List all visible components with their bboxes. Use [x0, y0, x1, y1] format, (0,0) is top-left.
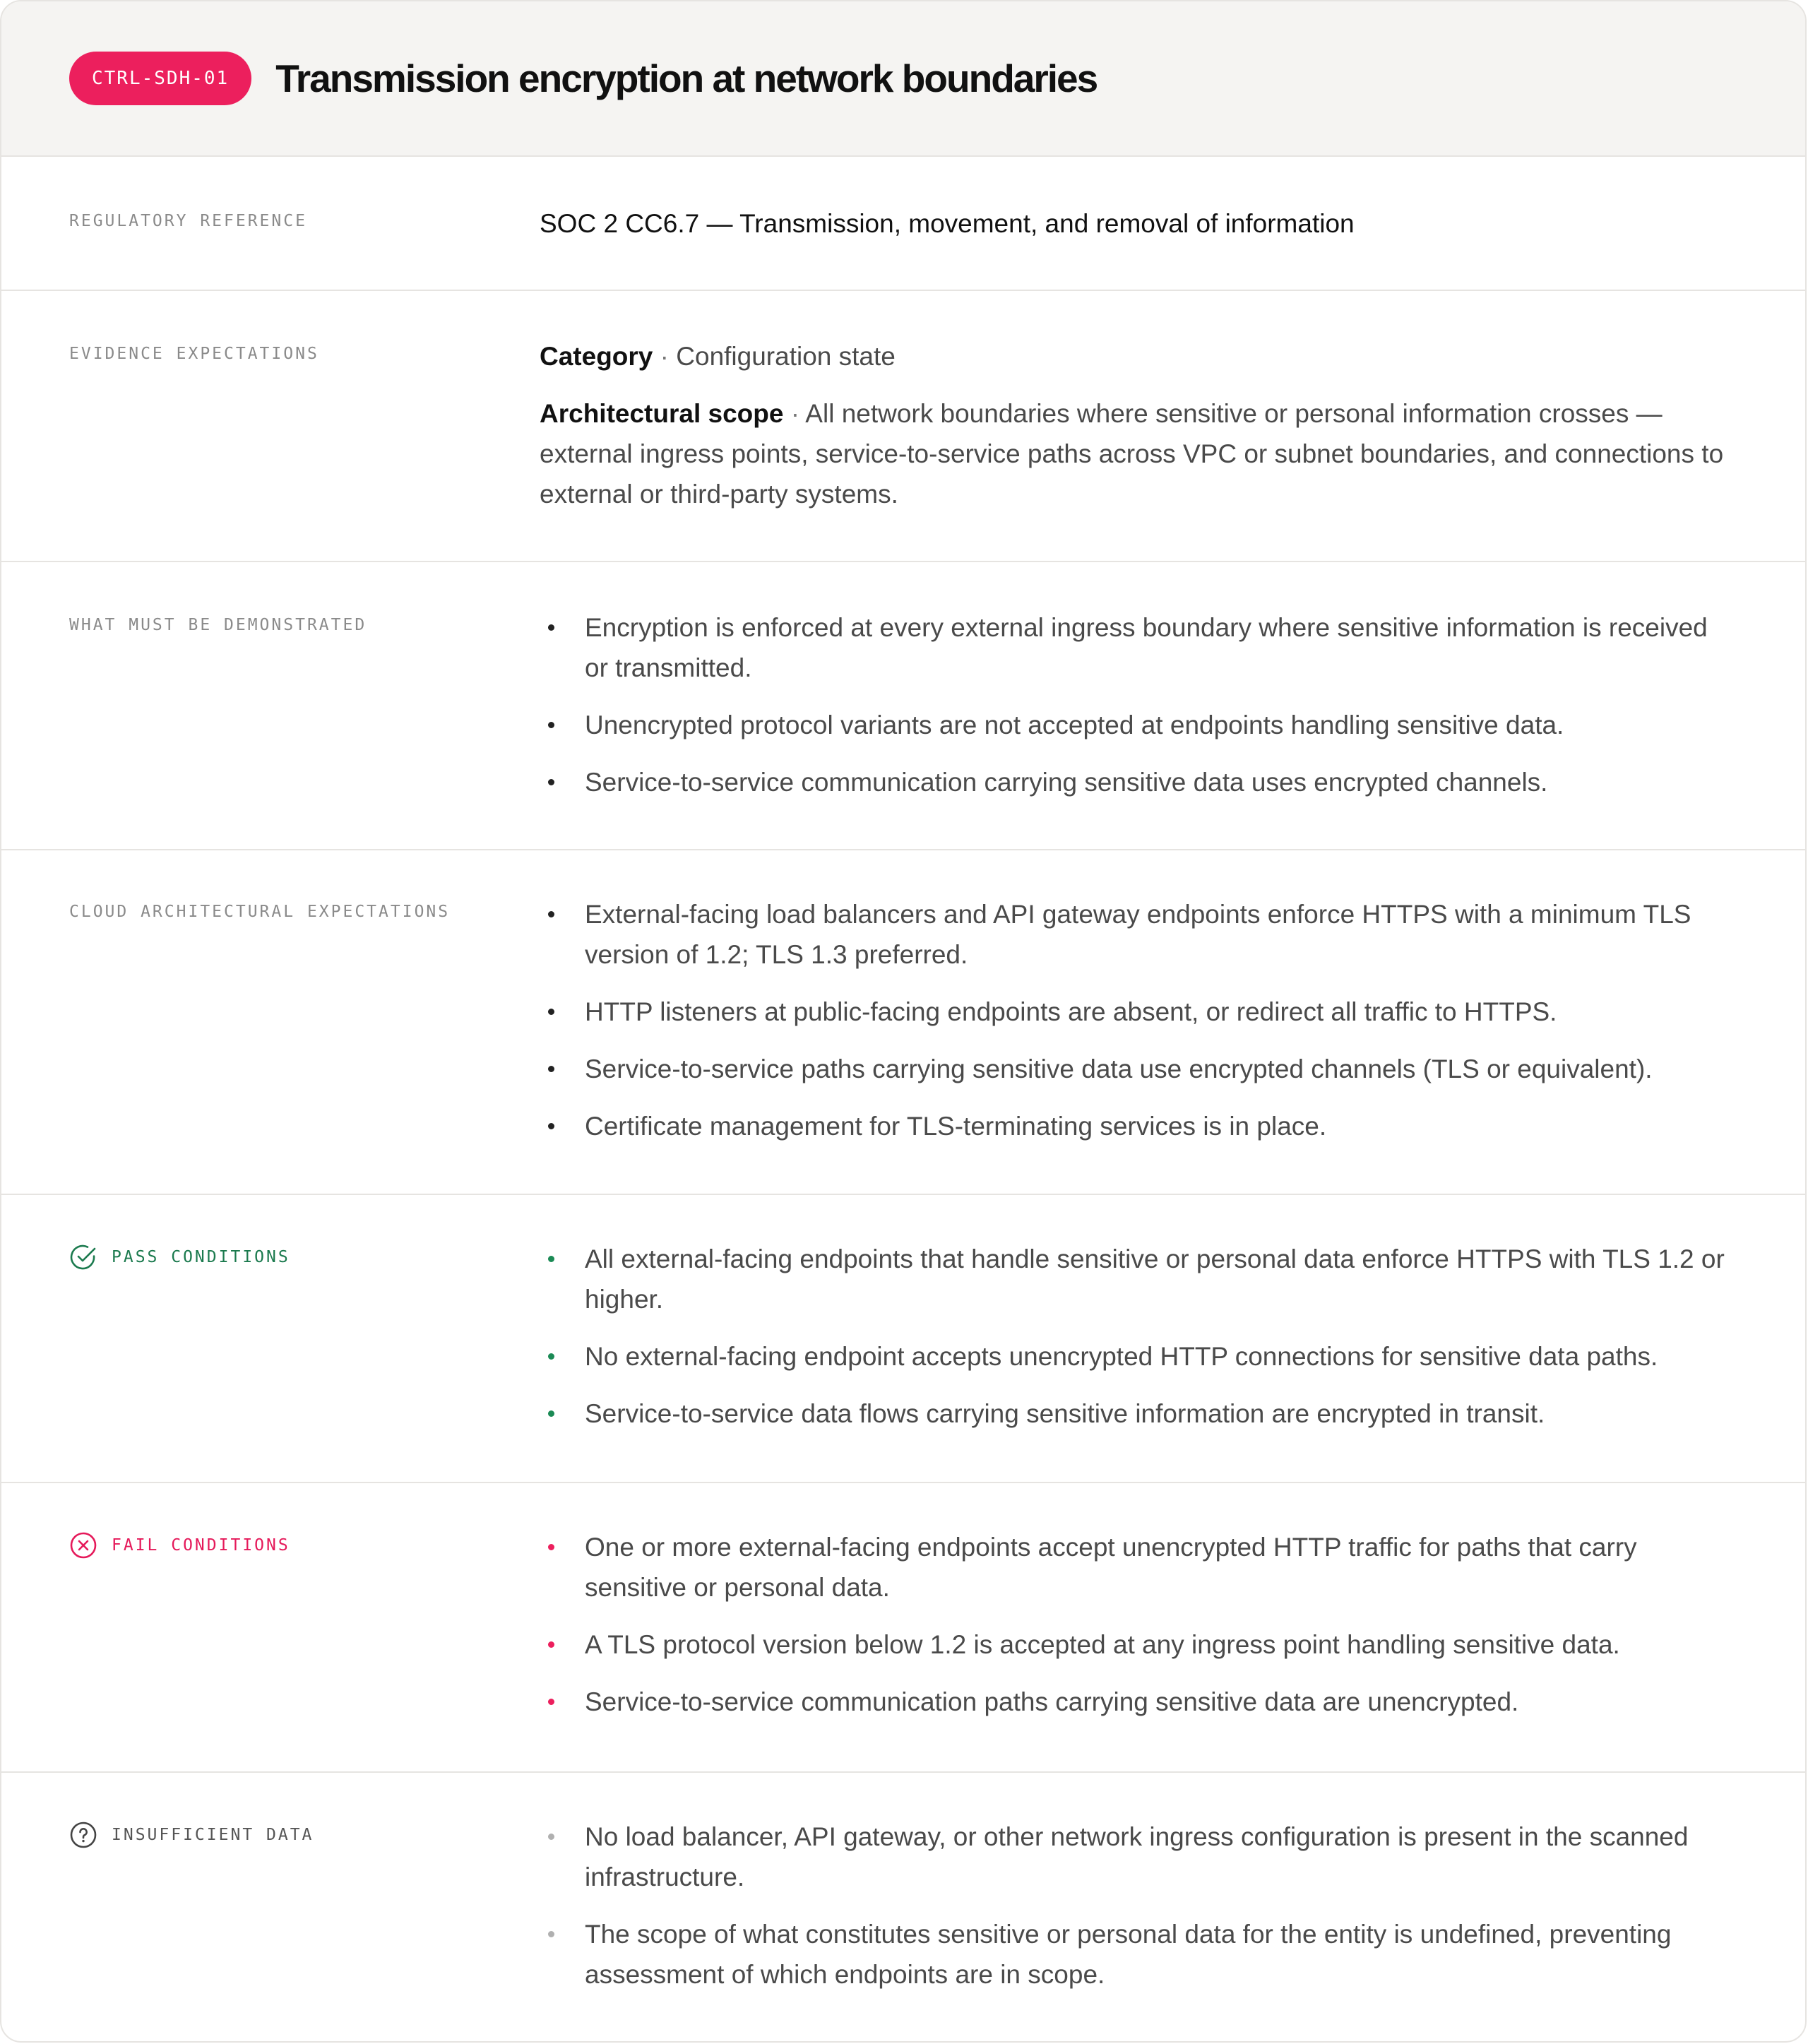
cloud-expectations-list: [540, 894, 1737, 1146]
insufficient-data-label: INSUFFICIENT DATA: [112, 1826, 314, 1844]
list-item: No external-facing endpoint accepts unencrypted HTTP connections for sensitive data paths.: [540, 1336, 1737, 1377]
category-separator: ·: [653, 342, 677, 371]
control-id-badge: CTRL-SDH-01: [69, 52, 251, 105]
category-key: Category: [540, 342, 653, 371]
list-item: Service-to-service data flows carrying sensitive information are encrypted in transit.: [540, 1394, 1737, 1434]
regulatory-reference-label: REGULATORY REFERENCE: [69, 212, 307, 230]
check-circle-icon: [69, 1243, 97, 1271]
x-circle-icon: [69, 1531, 97, 1559]
pass-conditions-row: [1, 1195, 1805, 1483]
list-item: Service-to-service paths carrying sensitive data use encrypted channels (TLS or equivalent).: [540, 1049, 1737, 1089]
evidence-scope: [540, 393, 1737, 514]
fail-conditions-label: FAIL CONDITIONS: [112, 1536, 290, 1555]
category-value: Configuration state: [676, 342, 896, 371]
regulatory-reference-row: [1, 157, 1805, 291]
cloud-expectations-content: [540, 894, 1737, 1146]
scope-separator: ·: [783, 399, 806, 428]
list-item: External-facing load balancers and API gateway endpoints enforce HTTPS with a minimum TLS version of 1.2; TLS 1.3 preferred.: [540, 894, 1737, 975]
list-item: A TLS protocol version below 1.2 is accepted at any ingress point handling sensitive data.: [540, 1624, 1737, 1665]
fail-conditions-row: [1, 1483, 1805, 1773]
insufficient-data-row: [1, 1773, 1805, 2043]
regulatory-reference-value-wrap: [540, 203, 1737, 244]
list-item: No load balancer, API gateway, or other network ingress configuration is present in the scanned infrastructure.: [540, 1817, 1737, 1897]
list-item: One or more external-facing endpoints accept unencrypted HTTP traffic for paths that carry sensitive or personal data.: [540, 1527, 1737, 1608]
pass-conditions-content: [540, 1239, 1737, 1434]
demonstrated-list: [540, 607, 1737, 802]
list-item: The scope of what constitutes sensitive or personal data for the entity is undefined, preventing assessment of which endpoints are in scope.: [540, 1914, 1737, 1995]
pass-conditions-label-wrap: [69, 1243, 290, 1271]
scope-value: All network boundaries where sensitive or personal information crosses — external ingress points, service-to-service paths across VPC or subnet boundaries, and connections to external or third-party systems.: [540, 399, 1724, 509]
insufficient-data-list: [540, 1817, 1737, 1995]
evidence-expectations-row: [1, 291, 1805, 562]
demonstrated-content: [540, 607, 1737, 802]
question-circle-icon: [69, 1821, 97, 1849]
insufficient-data-content: [540, 1817, 1737, 1995]
list-item: Service-to-service communication paths carrying sensitive data are unencrypted.: [540, 1682, 1737, 1722]
scope-key: Architectural scope: [540, 399, 784, 428]
fail-conditions-content: [540, 1527, 1737, 1722]
evidence-category: [540, 336, 1737, 376]
fail-conditions-label-wrap: [69, 1531, 290, 1559]
demonstrated-row: [1, 562, 1805, 850]
pass-conditions-list: [540, 1239, 1737, 1434]
control-title: Transmission encryption at network boundaries: [275, 57, 1098, 100]
card-header: [1, 1, 1805, 157]
regulatory-reference-value: SOC 2 CC6.7 — Transmission, movement, and removal of information: [540, 209, 1355, 238]
list-item: All external-facing endpoints that handle sensitive or personal data enforce HTTPS with TLS 1.2 or higher.: [540, 1239, 1737, 1319]
list-item: Certificate management for TLS-terminating services is in place.: [540, 1106, 1737, 1146]
list-item: Unencrypted protocol variants are not accepted at endpoints handling sensitive data.: [540, 705, 1737, 745]
demonstrated-label: WHAT MUST BE DEMONSTRATED: [69, 616, 367, 634]
insufficient-data-label-wrap: [69, 1821, 314, 1849]
cloud-expectations-row: [1, 850, 1805, 1195]
evidence-expectations-content: [540, 336, 1737, 514]
fail-conditions-list: [540, 1527, 1737, 1722]
evidence-expectations-label: EVIDENCE EXPECTATIONS: [69, 345, 319, 363]
list-item: Service-to-service communication carrying sensitive data uses encrypted channels.: [540, 762, 1737, 802]
cloud-expectations-label: CLOUD ARCHITECTURAL EXPECTATIONS: [69, 903, 451, 921]
pass-conditions-label: PASS CONDITIONS: [112, 1248, 290, 1266]
list-item: Encryption is enforced at every external ingress boundary where sensitive information is received or transmitted.: [540, 607, 1737, 688]
list-item: HTTP listeners at public-facing endpoints are absent, or redirect all traffic to HTTPS.: [540, 992, 1737, 1032]
